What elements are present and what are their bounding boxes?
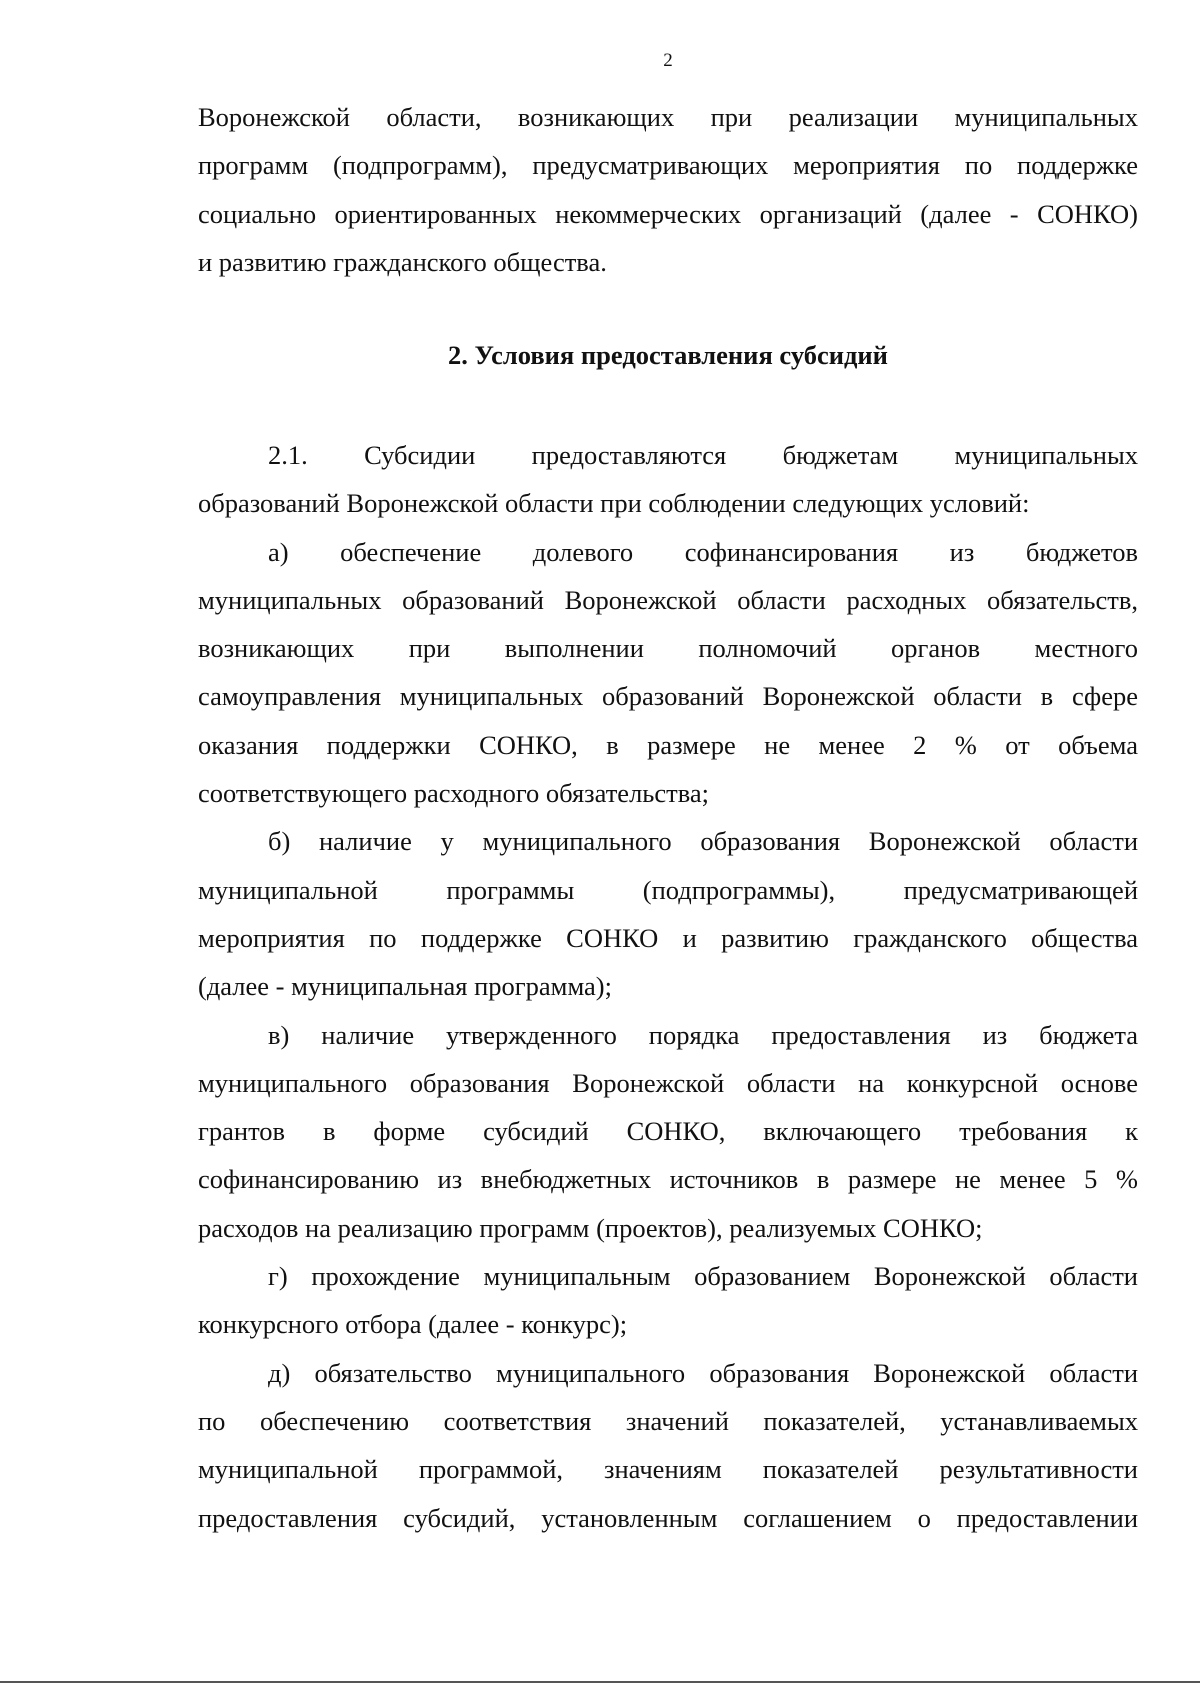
text-line: б) наличие у муниципального образования Воронежской области	[268, 826, 1138, 857]
text-line: софинансированию из внебюджетных источников в размере не менее 5 %	[198, 1164, 1138, 1195]
text-line: муниципальной программой, значениям показателей результативности	[198, 1454, 1138, 1485]
text-line: д) обязательство муниципального образования Воронежской области	[268, 1357, 1138, 1388]
text-line: мероприятия по поддержке СОНКО и развитию гражданского общества	[198, 922, 1138, 953]
text-line: а) обеспечение долевого софинансирования из бюджетов	[268, 536, 1138, 567]
bottom-rule	[0, 1681, 1200, 1683]
page-number: 2	[663, 50, 673, 71]
text-line: муниципальных образований Воронежской области расходных обязательств,	[198, 584, 1138, 615]
text-line: по обеспечению соответствия значений показателей, устанавливаемых	[198, 1405, 1138, 1436]
text-line: Воронежской области, возникающих при реализации муниципальных	[198, 102, 1138, 132]
text-line: грантов в форме субсидий СОНКО, включающего требования к	[198, 1116, 1138, 1147]
text-line: 2.1. Субсидии предоставляются бюджетам муниципальных	[268, 440, 1138, 470]
text-line: социально ориентированных некоммерческих организаций (далее - СОНКО)	[198, 198, 1138, 229]
text-line: расходов на реализацию программ (проектов), реализуемых СОНКО;	[198, 1212, 983, 1243]
body-text	[198, 431, 1138, 1542]
text-line: самоуправления муниципальных образований Воронежской области в сфере	[198, 681, 1138, 712]
text-line: муниципального образования Воронежской области на конкурсной основе	[198, 1067, 1138, 1098]
text-line: конкурсного отбора (далее - конкурс);	[198, 1309, 628, 1340]
text-line: возникающих при выполнении полномочий органов местного	[198, 633, 1138, 664]
text-line: соответствующего расходного обязательства;	[198, 778, 710, 809]
text-line: муниципальной программы (подпрограммы), предусматривающей	[198, 874, 1138, 905]
text-line: образований Воронежской области при соблюдении следующих условий:	[198, 488, 1030, 519]
text-line: предоставления субсидий, установленным соглашением о предоставлении	[198, 1502, 1138, 1533]
intro-paragraph	[198, 93, 1138, 286]
text-line: оказания поддержки СОНКО, в размере не менее 2 % от объема	[198, 729, 1138, 760]
text-line: г) прохождение муниципальным образованием Воронежской области	[268, 1261, 1138, 1292]
text-line: (далее - муниципальная программа);	[198, 971, 612, 1002]
section-heading: 2. Условия предоставления субсидий	[448, 340, 888, 370]
text-line: программ (подпрограмм), предусматривающих мероприятия по поддержке	[198, 150, 1138, 181]
text-line: и развитию гражданского общества.	[198, 246, 607, 277]
text-line: в) наличие утвержденного порядка предоставления из бюджета	[268, 1019, 1138, 1050]
